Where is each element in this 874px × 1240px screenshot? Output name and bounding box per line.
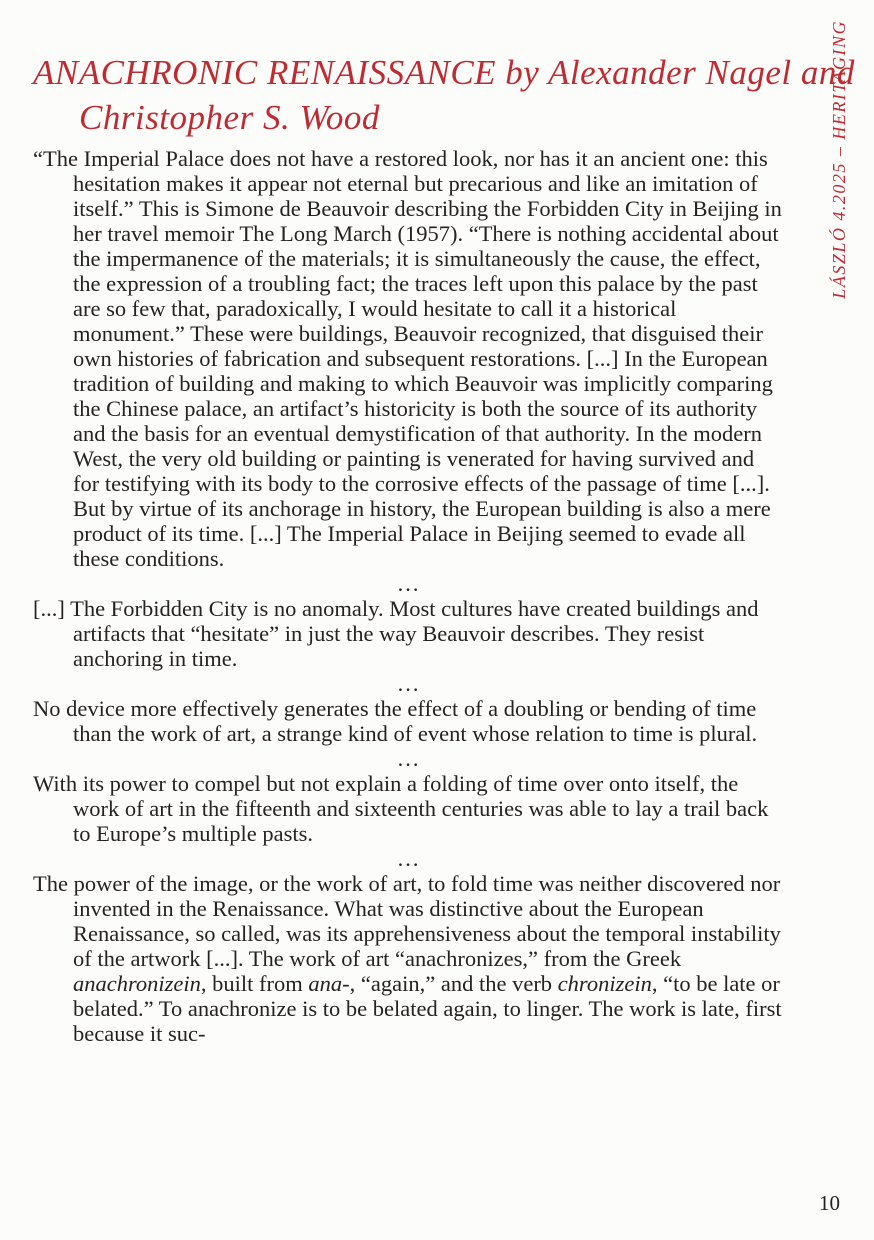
page-title: ANACHRONIC RENAISSANCE by Alexander Nagel and Christopher S. Wood [33,53,855,138]
text-run: “The Imperial Palace does not have a restored look, nor has it an ancient one: this hesitation makes it appear not eternal but precarious and like an imitation of itself.” This is Simone de Beauvoir describing the Forbidden City in Beijing in her travel memoir The Long March (1957). “There is nothing accidental about the impermanence of the materials; it is simultaneously the cause, the effect, the expression of a troubling fact; the traces left upon this palace by the past are so few that, paradoxically, I would hesitate to call it a historical monument.” These were buildings, Beauvoir recognized, that disguised their own histories of fabrication and subsequent restorations. [...] In the European tradition of building and making to which Beauvoir was implicitly comparing the Chinese palace, an artifact’s historicity is both the source of its authority and the basis for an eventual demystification of that authority. In the modern West, the very old building or painting is venerated for having survived and for testifying with its body to the corrosive effects of the passage of time [...]. But by virtue of its anchorage in history, the European building is also a mere product of its time. [...] The Imperial Palace in Beijing seemed to evade all these conditions. [33,146,782,571]
page-number: 10 [819,1191,840,1215]
paragraph-separator: ... [397,746,421,771]
paragraph [33,871,785,1046]
paragraph [33,696,785,746]
text-run: , “again,” and the verb [349,971,558,996]
text-run: With its power to compel but not explain a folding of time over onto itself, the work of art in the fifteenth and sixteenth centuries was able to lay a trail back to Europe’s multiple pasts. [33,771,769,846]
paragraph-separator: ... [397,671,421,696]
text-run: No device more effectively generates the effect of a doubling or bending of time than the work of art, a strange kind of event whose relation to time is plural. [33,696,758,746]
text-run: , “to be late or belated.” To anachronize is to be belated again, to linger. The work is late, first because it suc- [73,971,782,1046]
italic-term: chronizein [557,971,652,996]
text-run: The power of the image, or the work of art, to fold time was neither discovered nor invented in the Renaissance. What was distinctive about the European Renaissance, so called, was its apprehensiveness about the temporal instability of the artwork [...]. The work of art “anachronizes,” from the Greek [33,871,781,971]
issue-side-label: LÁSZLÓ 4.2025 – HERITAGING [829,20,849,299]
paragraph-separator: ... [397,571,421,596]
article-body [33,146,785,1046]
text-run: , built from [200,971,309,996]
italic-term: ana- [308,971,350,996]
paragraph [33,146,785,571]
text-run: [...] The Forbidden City is no anomaly. Most cultures have created buildings and artifacts that “hesitate” in just the way Beauvoir describes. They resist anchoring in time. [33,596,759,671]
paragraph-separator: ... [397,846,421,871]
paragraph [33,771,785,846]
paragraph [33,596,785,671]
italic-term: anachronizein [73,971,201,996]
